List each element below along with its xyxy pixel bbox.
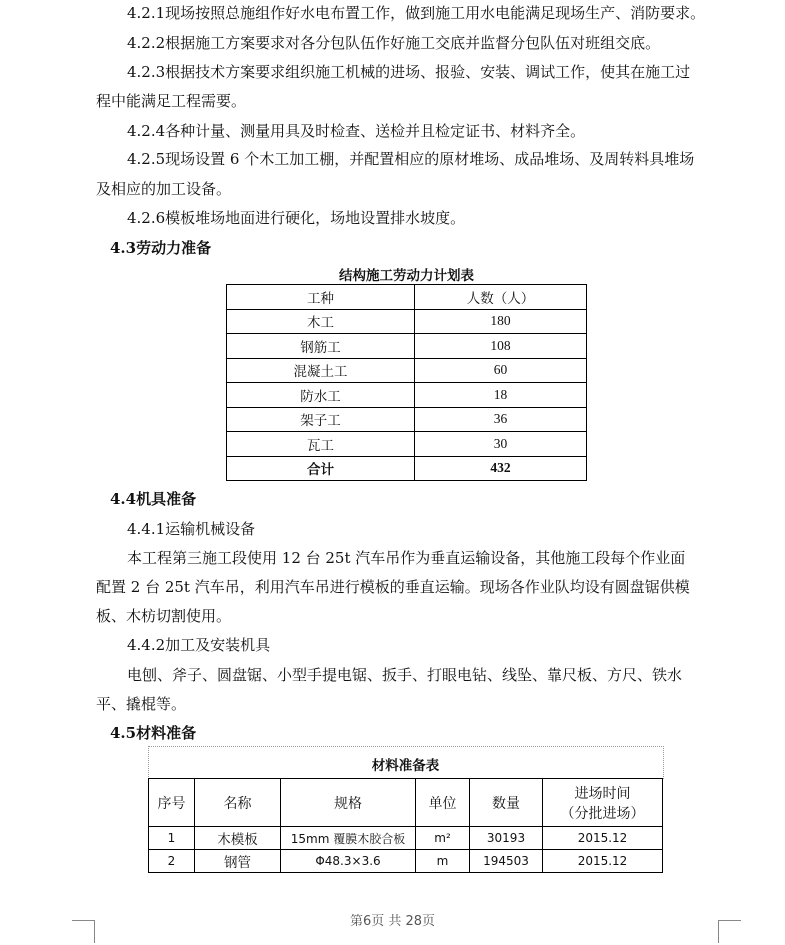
- total-value: 432: [415, 456, 587, 481]
- cell-type: 瓦工: [227, 432, 415, 457]
- cell-qty: 194503: [470, 850, 543, 873]
- column-header-spec: 规格: [281, 779, 416, 827]
- paragraph-4-2-5-line2: 及相应的加工设备。: [96, 180, 232, 198]
- paragraph-4-2-3-line1: 4.2.3根据技术方案要求组织施工机械的进场、报验、安装、调试工作，使其在施工过: [127, 63, 691, 81]
- paragraph-4-2-6: 4.2.6模板堆场地面进行硬化，场地设置排水坡度。: [127, 209, 466, 227]
- cell-spec: Φ48.3×3.6: [281, 850, 416, 873]
- table-row: [227, 358, 587, 383]
- cell-time: 2015.12: [543, 827, 663, 850]
- paragraph-4-2-2: 4.2.2根据施工方案要求对各分包队伍作好施工交底并监督分包队伍对班组交底。: [127, 34, 661, 52]
- subheading-4-4-2: 4.4.2加工及安装机具: [127, 636, 271, 654]
- paragraph-4-2-4: 4.2.4各种计量、测量用具及时检查、送检并且检定证书、材料齐全。: [127, 122, 586, 140]
- cell-count: 18: [415, 383, 587, 408]
- paragraph-4-4-2-line1: 电刨、斧子、圆盘锯、小型手提电锯、扳手、打眼电钻、线坠、靠尺板、方尺、铁水: [127, 666, 683, 684]
- cell-qty: 30193: [470, 827, 543, 850]
- total-row: [227, 456, 587, 481]
- table-header-row: [149, 779, 663, 827]
- paragraph-4-4-1-line2: 配置 2 台 25t 汽车吊，利用汽车吊进行模板的垂直运输。现场各作业队均设有圆盘锯供模: [96, 578, 690, 596]
- cell-type: 防水工: [227, 383, 415, 408]
- cell-count: 60: [415, 358, 587, 383]
- paragraph-4-2-3-line2: 程中能满足工程需要。: [96, 92, 247, 110]
- cell-count: 180: [415, 309, 587, 334]
- column-header-time: [543, 779, 663, 827]
- column-header-name: 名称: [195, 779, 281, 827]
- heading-4-5: 4.5材料准备: [110, 724, 197, 742]
- subheading-4-4-1: 4.4.1运输机械设备: [127, 520, 256, 538]
- column-header-time-line2: （分批进场）: [560, 805, 645, 822]
- cell-name: 木模板: [195, 827, 281, 850]
- paragraph-4-2-1: 4.2.1现场按照总施组作好水电布置工作，做到施工用水电能满足现场生产、消防要求。: [127, 4, 706, 22]
- cell-type: 木工: [227, 309, 415, 334]
- total-label: 合计: [227, 456, 415, 481]
- cell-type: 架子工: [227, 407, 415, 432]
- labor-table: [226, 284, 587, 481]
- paragraph-4-2-5-line1: 4.2.5现场设置 6 个木工加工棚，并配置相应的原材堆场、成品堆场、及周转料具堆场: [127, 150, 695, 168]
- cell-count: 30: [415, 432, 587, 457]
- column-header-no: 序号: [149, 779, 195, 827]
- cell-time: 2015.12: [543, 850, 663, 873]
- cell-unit: m: [416, 850, 470, 873]
- cell-type: 钢筋工: [227, 334, 415, 359]
- column-header-count: 人数（人）: [415, 285, 587, 310]
- cell-name: 钢管: [195, 850, 281, 873]
- column-header-time-line1: 进场时间: [574, 785, 631, 802]
- heading-4-4: 4.4机具准备: [110, 490, 197, 508]
- column-header-qty: 数量: [470, 779, 543, 827]
- table-row: [227, 407, 587, 432]
- table-row: [227, 432, 587, 457]
- table-header-row: [227, 285, 587, 310]
- labor-table-title: 结构施工劳动力计划表: [339, 268, 474, 284]
- column-header-unit: 单位: [416, 779, 470, 827]
- table-row: [227, 334, 587, 359]
- cell-type: 混凝土工: [227, 358, 415, 383]
- material-table: [148, 778, 663, 873]
- cell-count: 108: [415, 334, 587, 359]
- paragraph-4-4-2-line2: 平、撬棍等。: [96, 695, 187, 713]
- cell-spec: 15mm 覆膜木胶合板: [281, 827, 416, 850]
- cell-no: 1: [149, 827, 195, 850]
- heading-4-3: 4.3劳动力准备: [110, 239, 212, 257]
- paragraph-4-4-1-line1: 本工程第三施工段使用 12 台 25t 汽车吊作为垂直运输设备，其他施工段每个作业面: [127, 549, 686, 567]
- table-row: [149, 850, 663, 873]
- table-row: [149, 827, 663, 850]
- table-row: [227, 309, 587, 334]
- material-table-title: 材料准备表: [371, 758, 440, 774]
- page-number-footer: 第6页 共 28页: [349, 914, 436, 929]
- column-header-type: 工种: [227, 285, 415, 310]
- cell-count: 36: [415, 407, 587, 432]
- cell-unit: m²: [416, 827, 470, 850]
- paragraph-4-4-1-line3: 板、木枋切割使用。: [96, 607, 232, 625]
- cell-no: 2: [149, 850, 195, 873]
- table-row: [227, 383, 587, 408]
